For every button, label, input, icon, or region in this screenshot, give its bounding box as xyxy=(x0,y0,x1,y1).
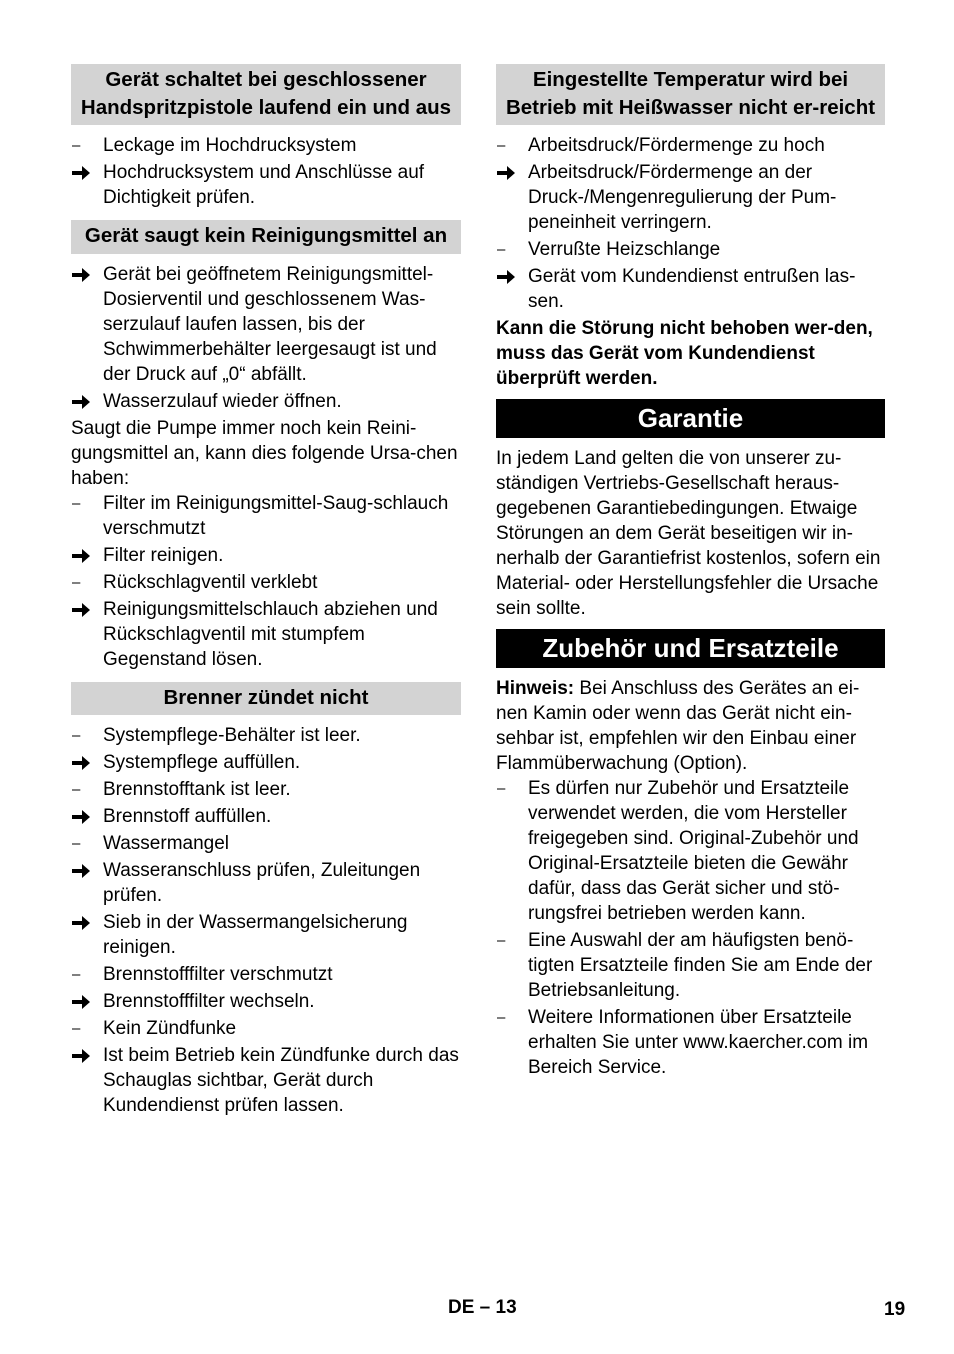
dash-icon: – xyxy=(72,494,81,512)
item-text: Weitere Informationen über Ersatzteile erhalten Sie unter www.kaercher.com im Bereich Service. xyxy=(528,1007,869,1078)
item-text: Systempflege auffüllen. xyxy=(103,752,301,773)
item-text: Wassermangel xyxy=(103,833,230,854)
dash-icon: – xyxy=(72,573,81,591)
item-text: Reinigungsmittelschlauch abziehen und Rückschlagventil mit stumpfem Gegenstand lösen. xyxy=(103,598,438,670)
instruction-item xyxy=(71,262,461,387)
section-heading-switches-on-off: Gerät schaltet bei geschlossener Handspritzpistole laufend ein und aus xyxy=(71,64,461,125)
section-heading-garantie: Garantie xyxy=(496,399,885,438)
section-heading-no-detergent: Gerät saugt kein Reinigungsmittel an xyxy=(71,220,461,254)
item-text: Verrußte Heizschlange xyxy=(528,239,721,260)
dash-icon: – xyxy=(497,932,506,949)
item-text: Brennstofffilter verschmutzt xyxy=(103,964,333,985)
list-zubehoer xyxy=(496,776,885,1082)
cause-item xyxy=(71,133,461,158)
list-detergent-causes xyxy=(71,491,461,674)
section-heading-temperature: Eingestellte Temperatur wird bei Betrieb mit Heißwasser nicht er-reicht xyxy=(496,64,885,125)
dash-icon: – xyxy=(72,1020,81,1037)
cause-item xyxy=(496,237,885,262)
paragraph-garantie: In jedem Land gelten die von unserer zu-ständigen Vertriebs-Gesellschaft heraus-gegebenen Garantiebedingungen. Etwaige Störungen an dem Gerät beseitigen wir in-nerhalb der Garantiefrist kostenlos, sofern ein Material- oder Herstellungsfehler die Ursache sein sollte. xyxy=(496,448,881,619)
item-text: Ist beim Betrieb kein Zündfunke durch das Schauglas sichtbar, Gerät durch Kundendienst prüfen lassen. xyxy=(103,1045,459,1116)
section-heading-burner: Brenner zündet nicht xyxy=(71,682,461,716)
list-temperature xyxy=(496,133,885,316)
footer-language-page: DE – 13 xyxy=(448,1297,517,1318)
item-text: Wasseranschluss prüfen, Zuleitungen prüfen. xyxy=(103,860,421,906)
item-text: Arbeitsdruck/Fördermenge zu hoch xyxy=(528,135,825,156)
instruction-item xyxy=(71,543,461,568)
cause-item xyxy=(71,491,461,541)
paragraph-hinweis xyxy=(496,676,885,776)
list-burner xyxy=(71,723,461,1120)
item-text: Sieb in der Wassermangelsicherung reinigen. xyxy=(103,912,408,958)
instruction-item xyxy=(71,910,461,960)
cause-item xyxy=(496,776,885,926)
instruction-item xyxy=(71,858,461,908)
cause-item xyxy=(496,133,885,158)
item-text: Hochdrucksystem und Anschlüsse auf Dichtigkeit prüfen. xyxy=(103,162,425,208)
item-text: Filter im Reinigungsmittel-Saug-schlauch verschmutzt xyxy=(103,492,449,539)
item-text: Rückschlagventil verklebt xyxy=(103,571,318,593)
cause-item xyxy=(71,1016,461,1041)
instruction-item xyxy=(71,1043,461,1118)
paragraph-detergent-causes: Saugt die Pumpe immer noch kein Reini-gungsmittel an, kann dies folgende Ursa-chen haben: xyxy=(71,417,458,489)
cause-item xyxy=(71,570,461,595)
item-text: Gerät vom Kundendienst entrußen las-sen. xyxy=(528,266,856,312)
dash-icon: – xyxy=(497,137,506,154)
cause-item xyxy=(71,723,461,748)
footer-page-number: 19 xyxy=(884,1299,906,1320)
cause-item xyxy=(71,777,461,802)
dash-icon: – xyxy=(497,1009,506,1026)
item-text: Filter reinigen. xyxy=(103,544,224,566)
item-text: Wasserzulauf wieder öffnen. xyxy=(103,390,342,412)
item-text: Arbeitsdruck/Fördermenge an der Druck-/Mengenregulierung der Pum-peneinheit verringern. xyxy=(528,162,837,233)
section-heading-zubehoer: Zubehör und Ersatzteile xyxy=(496,629,885,668)
instruction-item xyxy=(71,597,461,672)
instruction-item xyxy=(496,264,885,314)
cause-item xyxy=(496,1005,885,1080)
paragraph-service-notice: Kann die Störung nicht behoben wer-den, muss das Gerät vom Kundendienst überprüft werden. xyxy=(496,318,873,389)
item-text: Systempflege-Behälter ist leer. xyxy=(103,725,361,746)
instruction-item xyxy=(71,160,461,210)
item-text: Es dürfen nur Zubehör und Ersatzteile verwendet werden, die vom Hersteller freigegeben sind. Original-Zubehör und Original-Ersatzteile bieten die Gewähr dafür, dass das Gerät sicher und stö-rungsfrei betrieben werden kann. xyxy=(528,778,859,924)
cause-item xyxy=(71,831,461,856)
item-text: Brennstofffilter wechseln. xyxy=(103,991,315,1012)
list-no-detergent xyxy=(71,262,461,416)
cause-item xyxy=(496,928,885,1003)
left-column xyxy=(71,64,461,1120)
item-text: Eine Auswahl der am häufigsten benö-tigten Ersatzteile finden Sie am Ende der Betriebsanleitung. xyxy=(528,930,873,1001)
dash-icon: – xyxy=(497,780,506,797)
list-switches-on-off xyxy=(71,133,461,212)
item-text: Leckage im Hochdrucksystem xyxy=(103,135,357,156)
hinweis-text: Bei Anschluss des Gerätes an ei-nen Kamin oder wenn das Gerät nicht ein-sehbar ist, empfehlen wir den Einbau einer Flammüberwachung (Option). xyxy=(496,678,860,774)
item-text: Brennstoff auffüllen. xyxy=(103,806,272,827)
hinweis-label: Hinweis: xyxy=(496,678,575,699)
dash-icon: – xyxy=(497,241,506,258)
dash-icon: – xyxy=(72,727,81,744)
dash-icon: – xyxy=(72,966,81,983)
dash-icon: – xyxy=(72,835,81,852)
right-column xyxy=(496,64,885,1082)
instruction-item xyxy=(71,389,461,414)
cause-item xyxy=(71,962,461,987)
instruction-item xyxy=(71,804,461,829)
dash-icon: – xyxy=(72,137,81,154)
dash-icon: – xyxy=(72,781,81,798)
instruction-item xyxy=(71,750,461,775)
item-text: Gerät bei geöffnetem Reinigungsmittel-Dosierventil und geschlossenem Was-serzulauf laufen lassen, bis der Schwimmerbehälter leergesaugt ist und der Druck auf „0“ abfällt. xyxy=(103,263,437,385)
item-text: Brennstofftank ist leer. xyxy=(103,779,291,800)
item-text: Kein Zündfunke xyxy=(103,1018,237,1039)
instruction-item xyxy=(71,989,461,1014)
instruction-item xyxy=(496,160,885,235)
